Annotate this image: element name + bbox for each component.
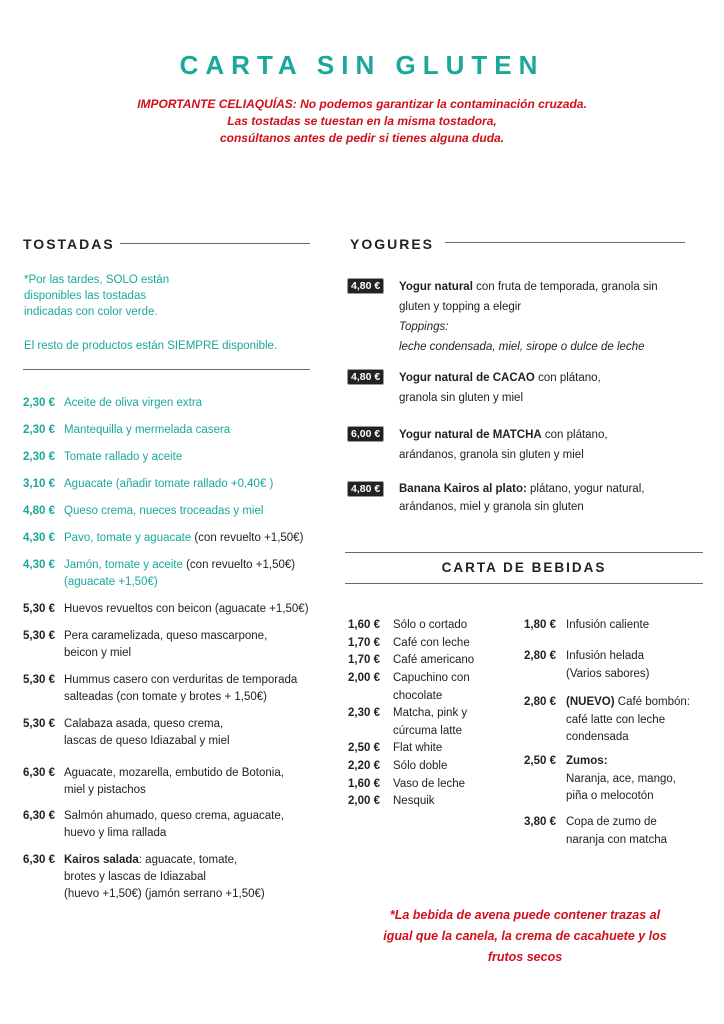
bebida-item — [524, 814, 667, 849]
item-price: 2,30 € — [23, 451, 55, 463]
tostada-item — [23, 557, 295, 591]
item-desc: huevo y lima rallada — [64, 827, 167, 839]
bebida-item — [348, 670, 470, 705]
tostada-item — [23, 422, 230, 439]
tostada-item — [23, 716, 230, 750]
item-price: 2,50 € — [524, 755, 556, 767]
note-line: *Por las tardes, SOLO están — [24, 274, 170, 286]
tostada-item — [23, 672, 297, 706]
item-desc: Sólo doble — [393, 760, 448, 772]
bebida-item — [348, 740, 442, 758]
item-desc: café latte con leche — [566, 713, 666, 726]
footnote-line: igual que la canela, la crema de cacahuete y los — [383, 929, 667, 943]
price-badge: 4,80 € — [347, 278, 384, 294]
celiac-warning — [60, 96, 664, 147]
item-desc: gluten y topping a elegir — [399, 301, 522, 313]
item-price: 1,70 € — [348, 637, 380, 649]
item-desc: Jamón, tomate y aceite — [64, 559, 183, 571]
yogur-item — [347, 425, 707, 465]
yogures-heading: YOGURES — [350, 236, 435, 252]
item-price: 2,50 € — [348, 742, 380, 754]
item-desc: Aguacate (añadir tomate rallado +0,40€ ) — [64, 478, 274, 490]
item-price: 4,30 € — [23, 559, 55, 571]
item-desc: Tomate rallado y aceite — [64, 451, 183, 463]
item-price: 2,00 € — [348, 672, 380, 684]
item-price: 2,30 € — [348, 707, 380, 719]
bebida-item — [348, 793, 435, 811]
warning-line: consúltanos antes de pedir si tienes alguna duda. — [219, 131, 505, 145]
item-price: 2,30 € — [23, 397, 55, 409]
page-title: CARTA SIN GLUTEN — [179, 50, 545, 80]
item-desc: Café con leche — [393, 637, 470, 649]
item-desc: brotes y lascas de Idiazabal — [64, 871, 206, 883]
bebida-item — [348, 652, 474, 670]
item-desc: Pera caramelizada, queso mascarpone, — [64, 630, 268, 642]
item-desc: cúrcuma latte — [393, 724, 463, 737]
item-desc: Copa de zumo de — [566, 816, 657, 828]
price-badge: 4,80 € — [347, 481, 384, 497]
item-name: Yogur natural de CACAO — [399, 372, 535, 384]
item-desc: miel y pistachos — [64, 784, 146, 796]
item-desc: Aceite de oliva virgen extra — [64, 397, 203, 409]
item-desc: (huevo +1,50€) (jamón serrano +1,50€) — [64, 888, 265, 900]
item-desc: Café americano — [393, 654, 475, 666]
tostada-item — [23, 628, 267, 662]
bebidas-top-rule — [345, 552, 703, 553]
item-desc: Mantequilla y mermelada casera — [64, 424, 231, 436]
item-desc: Calabaza asada, queso crema, — [64, 718, 224, 730]
item-desc: Infusión helada — [566, 650, 645, 662]
item-price: 5,30 € — [23, 630, 55, 642]
item-desc: (Varios sabores) — [566, 667, 650, 680]
item-desc: Huevos revueltos con beicon (aguacate +1,50€) — [64, 603, 309, 615]
tostada-item — [23, 395, 202, 412]
tostada-item — [23, 852, 265, 903]
item-price: 2,00 € — [348, 795, 380, 807]
price-badge: 6,00 € — [347, 426, 384, 442]
bebidas-bottom-rule — [345, 583, 703, 584]
tostadas-heading-rule — [120, 243, 310, 244]
item-desc: con plátano, — [541, 429, 608, 441]
footnote-line: frutos secos — [487, 950, 563, 964]
warning-line: Las tostadas se tuestan en la misma tostadora, — [227, 114, 497, 128]
tostadas-heading: TOSTADAS — [23, 236, 115, 252]
yogur-item — [347, 277, 707, 357]
item-extra: (aguacate +1,50€) — [64, 576, 158, 588]
item-desc: Sólo o cortado — [393, 619, 468, 631]
item-name: Yogur natural de MATCHA — [399, 429, 542, 441]
bebida-item — [524, 753, 676, 806]
item-desc: Matcha, pink y — [393, 707, 468, 719]
item-extra: (con revuelto +1,50€) — [191, 532, 304, 544]
note-line: disponibles las tostadas — [24, 290, 147, 302]
note-line: indicadas con color verde. — [24, 306, 158, 318]
item-desc: con fruta de temporada, granola sin — [472, 281, 658, 293]
bebida-item — [524, 617, 649, 635]
tostadas-divider — [23, 369, 310, 370]
bebida-item — [348, 705, 467, 740]
item-desc: naranja con matcha — [566, 833, 668, 846]
item-price: 1,70 € — [348, 654, 380, 666]
tostada-item — [23, 476, 273, 493]
bebida-item — [348, 758, 447, 776]
item-desc: : aguacate, tomate, — [138, 854, 238, 866]
toppings-list: leche condensada, miel, sirope o dulce de leche — [399, 341, 645, 353]
oat-drink-footnote — [345, 905, 705, 968]
bebida-item — [524, 648, 650, 683]
item-desc: Hummus casero con verduritas de temporada — [64, 674, 298, 686]
item-desc: granola sin gluten y miel — [399, 392, 524, 404]
item-price: 2,80 € — [524, 650, 556, 662]
tostadas-note-availability: El resto de productos están SIEMPRE disponible. — [24, 340, 278, 352]
item-price: 1,60 € — [348, 619, 380, 631]
item-desc: chocolate — [393, 689, 443, 702]
toppings-label: Toppings: — [399, 321, 449, 333]
item-desc: condensada — [566, 731, 629, 744]
yogur-item — [347, 480, 707, 516]
item-desc: lascas de queso Idiazabal y miel — [64, 735, 230, 747]
item-name: (NUEVO) — [566, 696, 615, 708]
bebida-item — [348, 635, 470, 653]
item-name: Kairos salada — [64, 854, 139, 866]
item-price: 3,80 € — [524, 816, 556, 828]
item-price: 2,30 € — [23, 424, 55, 436]
item-price: 3,10 € — [23, 478, 55, 490]
item-desc: Naranja, ace, mango, — [566, 772, 676, 785]
item-desc: beicon y miel — [64, 647, 132, 659]
bebidas-heading: CARTA DE BEBIDAS — [441, 560, 607, 575]
tostada-item — [23, 449, 182, 466]
item-price: 2,20 € — [348, 760, 380, 772]
item-price: 1,60 € — [348, 778, 380, 790]
tostada-item — [23, 503, 263, 520]
item-price: 2,80 € — [524, 696, 556, 708]
item-name: Yogur natural — [399, 281, 473, 293]
item-price: 5,30 € — [23, 674, 55, 686]
item-desc: Infusión caliente — [566, 619, 650, 631]
item-extra: (con revuelto +1,50€) — [182, 559, 296, 571]
item-price: 6,30 € — [23, 854, 55, 866]
item-desc: Nesquik — [393, 795, 435, 807]
bebida-item — [348, 776, 465, 794]
item-desc: plátano, yogur natural, — [526, 483, 645, 495]
item-desc: Salmón ahumado, queso crema, aguacate, — [64, 810, 284, 822]
item-desc: Aguacate, mozarella, embutido de Botonia, — [64, 767, 284, 779]
tostadas-note — [24, 272, 169, 320]
warning-line: IMPORTANTE CELIAQUÍAS: No podemos garantizar la contaminación cruzada. — [137, 97, 587, 111]
item-desc: con plátano, — [534, 372, 601, 384]
item-price: 6,30 € — [23, 767, 55, 779]
tostada-item — [23, 601, 309, 618]
yogures-heading-rule — [445, 242, 685, 243]
item-desc: Pavo, tomate y aguacate — [64, 532, 192, 544]
item-name: Zumos: — [566, 755, 608, 767]
item-desc: salteadas (con tomate y brotes + 1,50€) — [64, 691, 267, 703]
item-desc: piña o melocotón — [566, 790, 654, 803]
item-desc: arándanos, miel y granola sin gluten — [399, 501, 584, 513]
footnote-line: *La bebida de avena puede contener trazas al — [389, 908, 661, 922]
tostada-item — [23, 765, 284, 799]
item-desc: Flat white — [393, 742, 443, 754]
bebida-item — [524, 694, 690, 747]
item-price: 4,30 € — [23, 532, 55, 544]
item-desc: Vaso de leche — [393, 778, 466, 790]
item-price: 5,30 € — [23, 718, 55, 730]
bebida-item — [348, 617, 467, 635]
item-desc: Café bombón: — [614, 696, 690, 708]
item-price: 6,30 € — [23, 810, 55, 822]
item-price: 4,80 € — [23, 505, 55, 517]
item-desc: Queso crema, nueces troceadas y miel — [64, 505, 264, 517]
tostada-item — [23, 808, 284, 842]
price-badge: 4,80 € — [347, 369, 384, 385]
item-desc: arándanos, granola sin gluten y miel — [399, 449, 584, 461]
tostada-item — [23, 530, 303, 547]
yogur-item — [347, 368, 707, 408]
item-price: 5,30 € — [23, 603, 55, 615]
item-name: Banana Kairos al plato: — [399, 483, 527, 495]
item-desc: Capuchino con — [393, 672, 470, 684]
item-price: 1,80 € — [524, 619, 556, 631]
